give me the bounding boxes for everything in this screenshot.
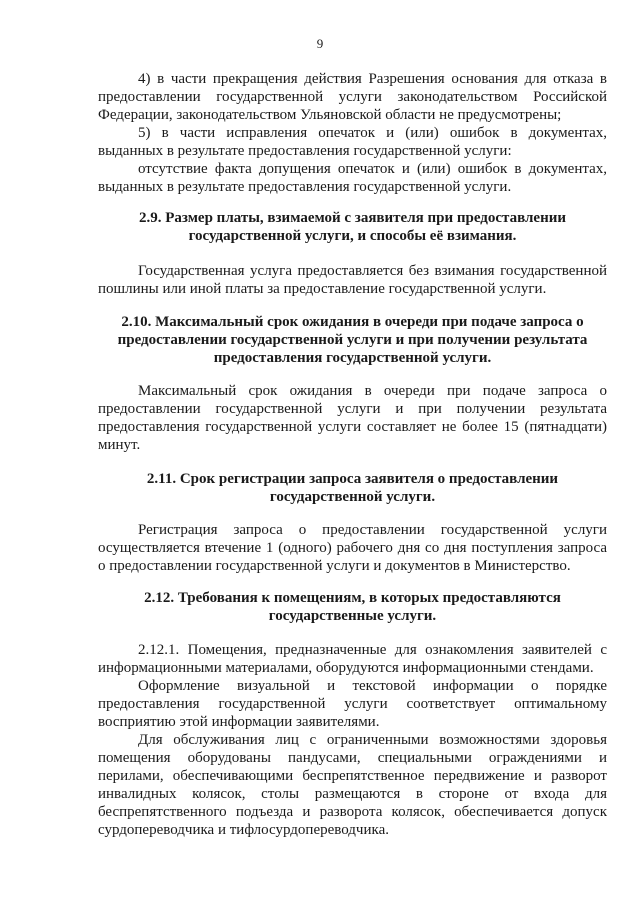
paragraph-line: осуществляется втечение 1 (одного) рабочего дня со дня поступления запроса <box>98 540 607 556</box>
paragraph-line: беспрепятственного подъезда и разворота колясок, обеспечивается допуск <box>98 804 607 820</box>
page-number: 9 <box>316 36 324 51</box>
paragraph-line: 2.12.1. Помещения, предназначенные для ознакомления заявителей с <box>138 642 607 658</box>
paragraph-line: 5) в части исправления опечаток и (или) ошибок в документах, <box>138 125 607 141</box>
paragraph-line: о предоставлении государственной услуги и документов в Министерство. <box>98 558 571 574</box>
paragraph-line: минут. <box>98 437 141 453</box>
paragraph-line: выданных в результате предоставления государственной услуги: <box>98 143 512 159</box>
section-heading-line: 2.12. Требования к помещениям, в которых предоставляются <box>144 590 561 606</box>
section-heading-line: 2.10. Максимальный срок ожидания в очереди при подаче запроса о <box>121 314 584 330</box>
paragraph-line: предоставления государственной услуги соответствует оптимальному <box>98 696 607 712</box>
paragraph-line: восприятию этой информации заявителями. <box>98 714 380 730</box>
paragraph-line: Федерации, законодательством Ульяновской области не предусмотрены; <box>98 107 562 123</box>
paragraph-line: Государственная услуга предоставляется без взимания государственной <box>138 263 607 279</box>
paragraph-line: Максимальный срок ожидания в очереди при подаче запроса о <box>138 383 607 399</box>
section-heading-line: 2.11. Срок регистрации запроса заявителя о предоставлении <box>146 471 559 487</box>
paragraph-line: предоставлении государственной услуги и при получении результата <box>98 401 607 417</box>
paragraph-line: Регистрация запроса о предоставлении государственной услуги <box>138 522 607 538</box>
section-heading-line: предоставления государственной услуги. <box>213 350 492 366</box>
section-heading-line: государственной услуги, и способы её взимания. <box>188 228 517 244</box>
paragraph-line: предоставлении государственной услуги законодательством Российской <box>98 89 607 105</box>
paragraph-line: выданных в результате предоставления государственной услуги. <box>98 179 512 195</box>
paragraph-line: Для обслуживания лиц с ограниченными возможностями здоровья <box>138 732 607 748</box>
paragraph-line: отсутствие факта допущения опечаток и (или) ошибок в документах, <box>138 161 607 177</box>
section-heading-line: государственные услуги. <box>268 608 437 624</box>
section-heading-line: предоставлении государственной услуги и при получении результата <box>117 332 588 348</box>
paragraph-line: предоставления государственной услуги составляет не более 15 (пятнадцати) <box>98 419 607 435</box>
paragraph-line: информационными материалами, оборудуются информационными стендами. <box>98 660 594 676</box>
paragraph-line: инвалидных колясок, столы размещаются в стороне от входа для <box>98 786 607 802</box>
paragraph-line: Оформление визуальной и текстовой информации о порядке <box>138 678 607 694</box>
section-heading-line: государственной услуги. <box>269 489 436 505</box>
paragraph-line: сурдопереводчика и тифлосурдопереводчика. <box>98 822 389 838</box>
paragraph-line: помещения оборудованы пандусами, специальными ограждениями и <box>98 750 607 766</box>
paragraph-line: пошлины или иной платы за предоставление государственной услуги. <box>98 281 547 297</box>
section-heading-line: 2.9. Размер платы, взимаемой с заявителя при предоставлении <box>138 210 567 226</box>
paragraph-line: перилами, обеспечивающими беспрепятственное передвижение и разворот <box>98 768 607 784</box>
paragraph-line: 4) в части прекращения действия Разрешения основания для отказа в <box>138 71 607 87</box>
